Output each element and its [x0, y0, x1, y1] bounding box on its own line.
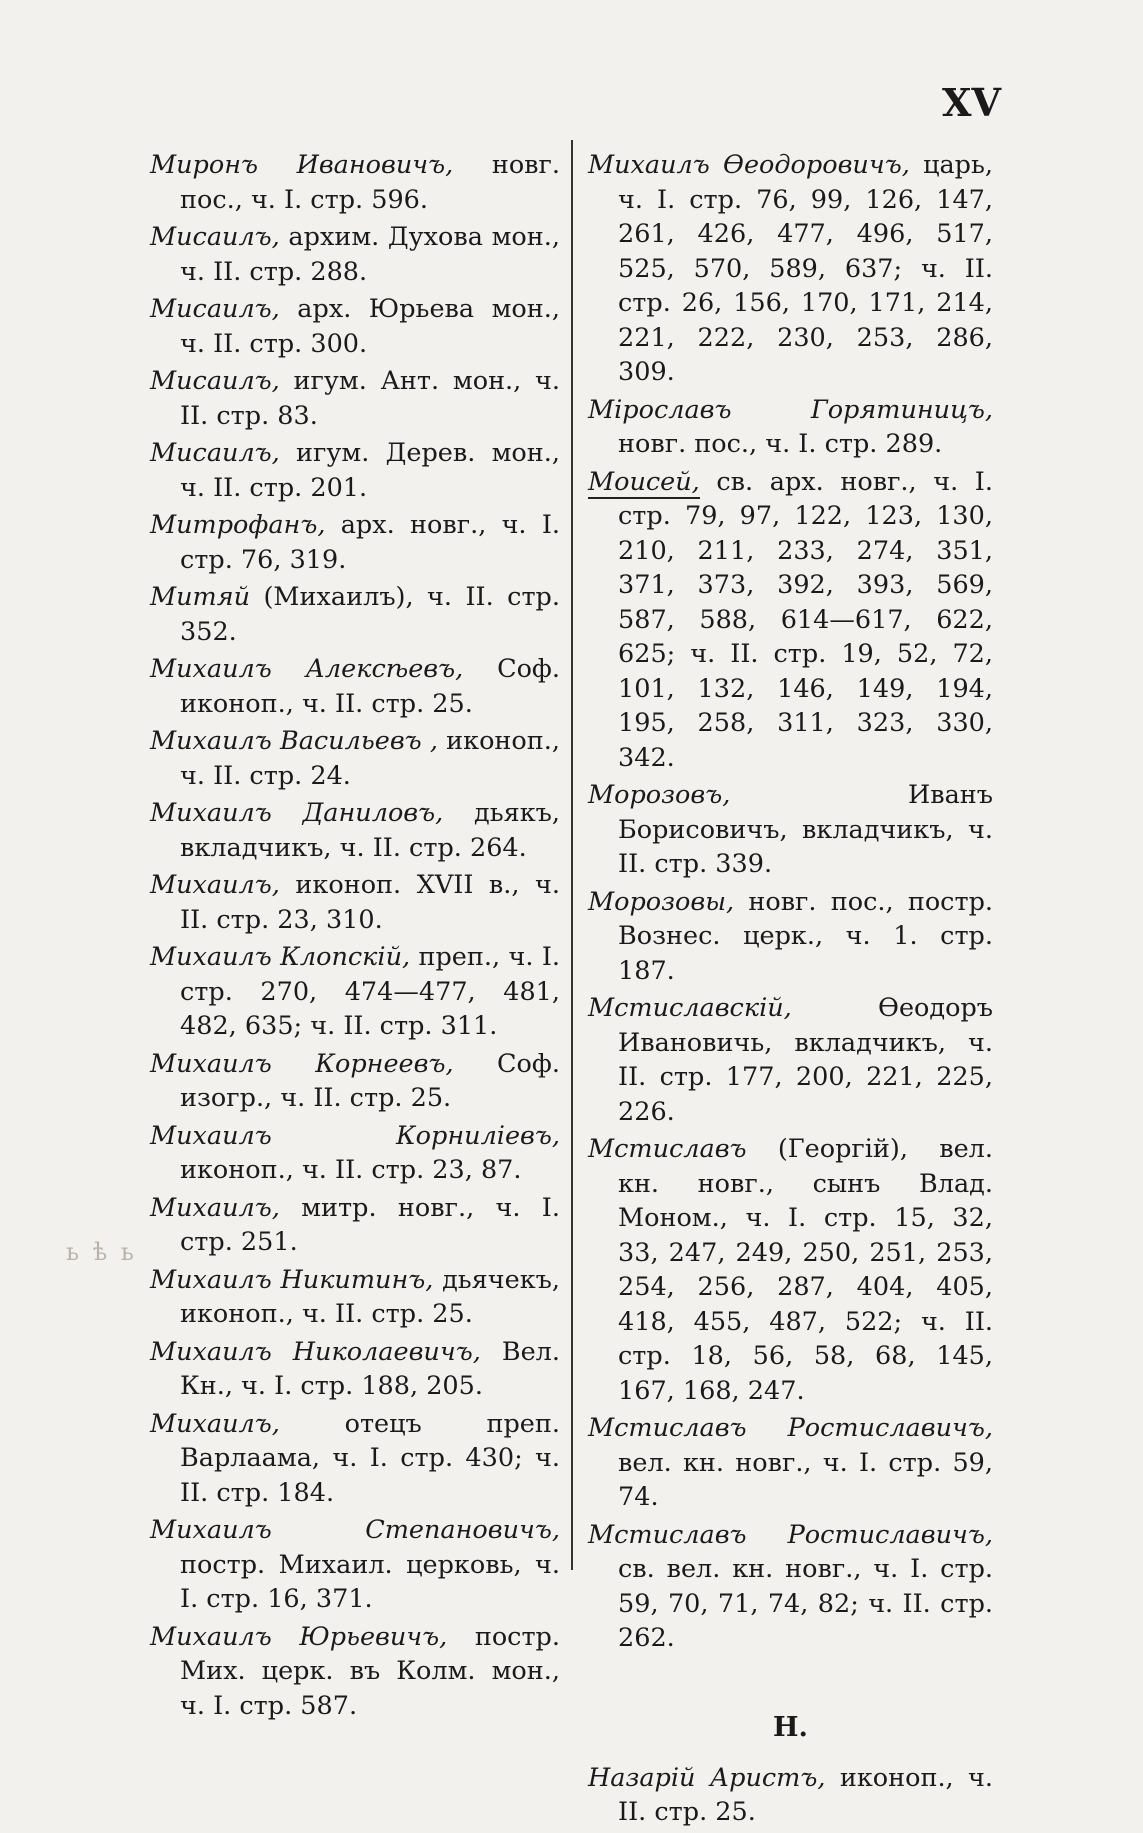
- index-entry: [150, 436, 560, 505]
- entry-name: Михаилъ Даниловъ,: [150, 798, 444, 828]
- index-entry: [150, 1191, 560, 1260]
- entry-name: Мисаилъ,: [150, 366, 280, 396]
- entry-name: Митяй: [150, 582, 251, 612]
- entry-references: новг. пос., ч. I. стр. 289.: [618, 429, 943, 459]
- index-entry: [150, 1263, 560, 1332]
- entry-name: Мстиславскій,: [588, 993, 792, 1023]
- index-entry: [150, 796, 560, 865]
- left-column: [150, 148, 560, 1726]
- index-entry: [150, 1620, 560, 1724]
- entry-references: постр. Мих. церк. въ Колм. мон., ч. I. стр. 587.: [180, 1621, 560, 1721]
- entry-name: Мисаилъ,: [150, 222, 280, 252]
- entry-name: Михаилъ,: [150, 1408, 280, 1439]
- index-entry: [150, 220, 560, 289]
- index-entry: [150, 1335, 560, 1404]
- index-entry: [588, 1132, 993, 1408]
- entry-references: Вел. Кн., ч. I. стр. 188, 205.: [180, 1336, 560, 1401]
- entry-references: вел. кн. новг., ч. I. стр. 59, 74.: [618, 1447, 993, 1512]
- entry-name: Михаилъ Алексѣевъ,: [150, 654, 464, 684]
- index-entry: [150, 1047, 560, 1116]
- index-entry: [150, 868, 560, 937]
- margin-mark: ь ѣ ь: [66, 1238, 137, 1266]
- entry-references: новг. пос., постр. Вознес. церк., ч. 1. стр. 187.: [618, 886, 993, 986]
- entry-name: Михаилъ Николаевичъ,: [150, 1336, 481, 1367]
- entry-name: Мисаилъ,: [150, 294, 280, 324]
- entry-references: архим. Духова мон., ч. II. стр. 288.: [180, 222, 560, 287]
- entry-name: Михаилъ,: [150, 870, 280, 900]
- index-entry: [150, 1407, 560, 1511]
- entry-references: иконоп., ч. II. стр. 25.: [618, 1762, 993, 1827]
- page-number: XV: [942, 80, 1001, 125]
- entry-name: Мстиславъ Ростиславичъ,: [588, 1413, 993, 1443]
- index-entry: [588, 778, 993, 882]
- entry-name: Морозовы,: [588, 886, 735, 917]
- entry-references: Соф. изогр., ч. II. стр. 25.: [180, 1048, 560, 1113]
- entry-references: Иванъ Борисовичъ, вкладчикъ, ч. II. стр. 339.: [618, 780, 993, 879]
- index-entry: [588, 885, 993, 989]
- entry-references: Соф. иконоп., ч. II. стр. 25.: [180, 654, 560, 719]
- index-entry: [150, 724, 560, 793]
- entry-name: Михаилъ,: [150, 1192, 280, 1223]
- index-entry: [588, 1761, 993, 1830]
- entry-name: Михаилъ Юрьевичъ,: [150, 1621, 448, 1652]
- index-entry: [588, 1518, 993, 1656]
- index-entry: [150, 1119, 560, 1188]
- index-entry: [150, 364, 560, 433]
- entry-name: Миронъ Ивановичъ,: [150, 150, 454, 180]
- column-divider: [571, 140, 573, 1570]
- index-entry: [150, 292, 560, 361]
- index-entry: [150, 940, 560, 1044]
- index-entry: [588, 148, 993, 390]
- entry-name: Морозовъ,: [588, 780, 731, 810]
- entry-name: Михаилъ Корниліевъ,: [150, 1120, 560, 1151]
- entry-references: царь, ч. I. стр. 76, 99, 126, 147, 261, 426, 477, 496, 517, 525, 570, 589, 637; ч. II. стр. 26, 156, 170, 171, 214, 221, 222, 230, 253, 286, 309.: [618, 150, 993, 387]
- entry-references: (Михаилъ), ч. II. стр. 352.: [180, 582, 560, 647]
- index-entry: [150, 148, 560, 217]
- entry-references: преп., ч. I. стр. 270, 474—477, 481, 482, 635; ч. II. стр. 311.: [180, 942, 560, 1041]
- entry-references: арх. Юрьева мон., ч. II. стр. 300.: [180, 294, 560, 359]
- entry-references: новг. пос., ч. I. стр. 596.: [180, 150, 560, 215]
- entry-name: Михаилъ Васильевъ ,: [150, 726, 438, 756]
- index-entry: [588, 465, 993, 776]
- entry-references: дьячекъ, иконоп., ч. II. стр. 25.: [180, 1264, 560, 1329]
- entry-references: постр. Михаил. церковь, ч. I. стр. 16, 371.: [180, 1549, 560, 1614]
- entry-references: иконоп. XVII в., ч. II. стр. 23, 310.: [180, 870, 560, 935]
- index-entry: [150, 580, 560, 649]
- entry-references: дьякъ, вкладчикъ, ч. II. стр. 264.: [180, 798, 560, 863]
- entry-name: Михаилъ Корнеевъ,: [150, 1048, 454, 1079]
- entry-name: Михаилъ Клопскій,: [150, 942, 411, 972]
- right-column: [588, 148, 993, 1833]
- entry-references: игум. Дерев. мон., ч. II. стр. 201.: [180, 438, 560, 503]
- entry-name: Мірославъ Горятиницъ,: [588, 394, 993, 425]
- entry-references: иконоп., ч. II. стр. 24.: [180, 726, 560, 791]
- entry-references: игум. Ант. мон., ч. II. стр. 83.: [180, 366, 560, 431]
- index-entry: [588, 991, 993, 1129]
- index-entry: [588, 1411, 993, 1515]
- index-entry: [588, 393, 993, 462]
- entry-name: Мисаилъ,: [150, 438, 280, 468]
- entry-references: (Георгій), вел. кн. новг., сынъ Влад. Моном., ч. I. стр. 15, 32, 33, 247, 249, 250, 251, 253, 254, 256, 287, 404, 405, 418, 455, 487, 522; ч. II. стр. 18, 56, 58, 68, 145, 167, 168, 247.: [618, 1134, 993, 1406]
- entry-references: арх. новг., ч. I. стр. 76, 319.: [180, 510, 560, 575]
- entry-name: Мстиславъ: [588, 1134, 747, 1164]
- entry-references: Ѳеодоръ Ивановичь, вкладчикъ, ч. II. стр. 177, 200, 221, 225, 226.: [618, 993, 993, 1127]
- entry-name: Михаилъ Никитинъ,: [150, 1264, 434, 1295]
- entry-references: иконоп., ч. II. стр. 23, 87.: [180, 1155, 522, 1185]
- entry-name: Мстиславъ Ростиславичъ,: [588, 1519, 993, 1550]
- index-entry: [150, 652, 560, 721]
- entry-name: Митрофанъ,: [150, 510, 326, 540]
- entry-name: Моисей,: [588, 466, 700, 497]
- entry-name: Михаилъ Степановичъ,: [150, 1515, 560, 1545]
- index-entry: [150, 1513, 560, 1617]
- entry-references: св. вел. кн. новг., ч. I. стр. 59, 70, 71, 74, 82; ч. II. стр. 262.: [618, 1554, 993, 1653]
- section-letter: Н.: [773, 1711, 808, 1743]
- entry-name: Михаилъ Ѳеодоровичъ,: [588, 150, 910, 180]
- entry-references: митр. новг., ч. I. стр. 251.: [180, 1192, 560, 1257]
- entry-references: отецъ преп. Варлаама, ч. I. стр. 430; ч. II. стр. 184.: [180, 1408, 560, 1508]
- index-entry: [150, 508, 560, 577]
- entry-name: Назарій Аристъ,: [588, 1762, 826, 1793]
- entry-references: св. арх. новг., ч. I. стр. 79, 97, 122, 123, 130, 210, 211, 233, 274, 351, 371, 373, 392, 393, 569, 587, 588, 614—617, 622, 625; ч. II. стр. 19, 52, 72, 101, 132, 146, 149, 194, 195, 258, 311, 323, 330, 342.: [618, 466, 993, 773]
